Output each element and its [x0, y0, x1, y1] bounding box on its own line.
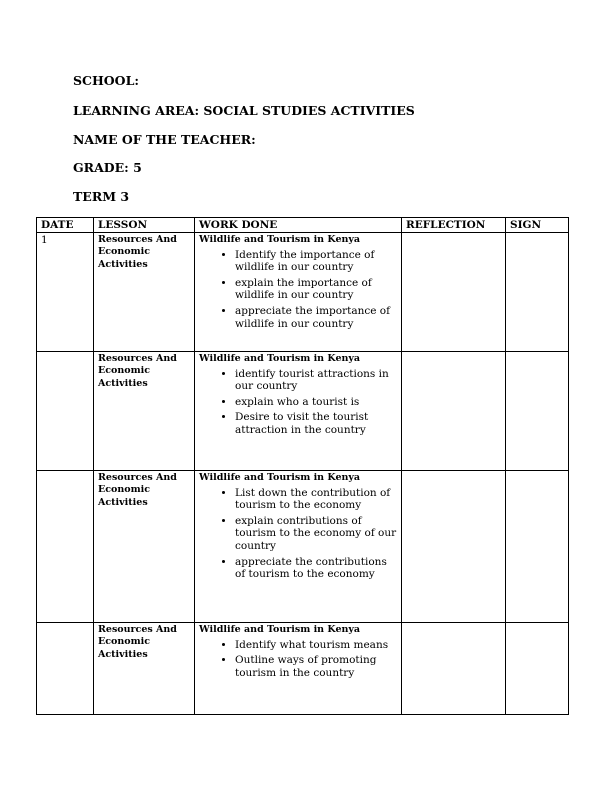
table-header-row [37, 218, 569, 233]
list-item: • explain who a tourist is [235, 396, 397, 409]
list-item: • Identify the importance of wildlife in our country [235, 249, 397, 274]
date-cell [37, 622, 94, 714]
date-cell [37, 351, 94, 470]
table-row [37, 470, 569, 622]
table-row [37, 351, 569, 470]
lesson-cell: Resources And Economic Activities [94, 622, 195, 714]
table-row [37, 232, 569, 351]
col-lesson: LESSON [94, 218, 195, 233]
col-reflection: REFLECTION [402, 218, 506, 233]
reflection-cell[interactable] [402, 351, 506, 470]
col-date: DATE [37, 218, 94, 233]
objectives-list [199, 639, 397, 680]
list-item: • appreciate the contributions of tourism to the economy [235, 556, 397, 581]
sign-cell[interactable] [506, 232, 569, 351]
topic-title: Wildlife and Tourism in Kenya [199, 352, 361, 364]
work-done-cell [195, 351, 402, 470]
list-item: • Desire to visit the tourist attraction in the country [235, 411, 397, 436]
date-cell [37, 470, 94, 622]
list-item: • identify tourist attractions in our country [235, 368, 397, 393]
scheme-table [36, 217, 569, 715]
objectives-list [199, 249, 397, 331]
work-done-cell [195, 470, 402, 622]
sign-cell[interactable] [506, 351, 569, 470]
topic-title: Wildlife and Tourism in Kenya [199, 471, 361, 483]
lesson-cell: Resources And Economic Activities [94, 351, 195, 470]
date-cell: 1 [37, 232, 94, 351]
term-label: TERM 3 [73, 189, 130, 204]
reflection-cell[interactable] [402, 232, 506, 351]
objectives-list [199, 487, 397, 581]
teacher-label: NAME OF THE TEACHER: [73, 132, 256, 147]
list-item: • explain contributions of tourism to the economy of our country [235, 515, 397, 553]
grade-label: GRADE: 5 [73, 160, 142, 175]
list-item: • appreciate the importance of wildlife in our country [235, 305, 397, 330]
work-done-cell [195, 622, 402, 714]
sign-cell[interactable] [506, 470, 569, 622]
school-label: SCHOOL: [73, 73, 139, 88]
list-item: • Outline ways of promoting tourism in the country [235, 654, 397, 679]
col-work-done: WORK DONE [195, 218, 402, 233]
sign-cell[interactable] [506, 622, 569, 714]
list-item: • explain the importance of wildlife in our country [235, 277, 397, 302]
objectives-list [199, 368, 397, 437]
topic-title: Wildlife and Tourism in Kenya [199, 623, 361, 635]
learning-area-label: LEARNING AREA: SOCIAL STUDIES ACTIVITIES [73, 103, 415, 118]
table-row [37, 622, 569, 714]
col-sign: SIGN [506, 218, 569, 233]
reflection-cell[interactable] [402, 470, 506, 622]
lesson-cell: Resources And Economic Activities [94, 470, 195, 622]
list-item: • List down the contribution of tourism to the economy [235, 487, 397, 512]
work-done-cell [195, 232, 402, 351]
lesson-cell: Resources And Economic Activities [94, 232, 195, 351]
list-item: • Identify what tourism means [235, 639, 397, 652]
topic-title: Wildlife and Tourism in Kenya [199, 233, 361, 245]
reflection-cell[interactable] [402, 622, 506, 714]
